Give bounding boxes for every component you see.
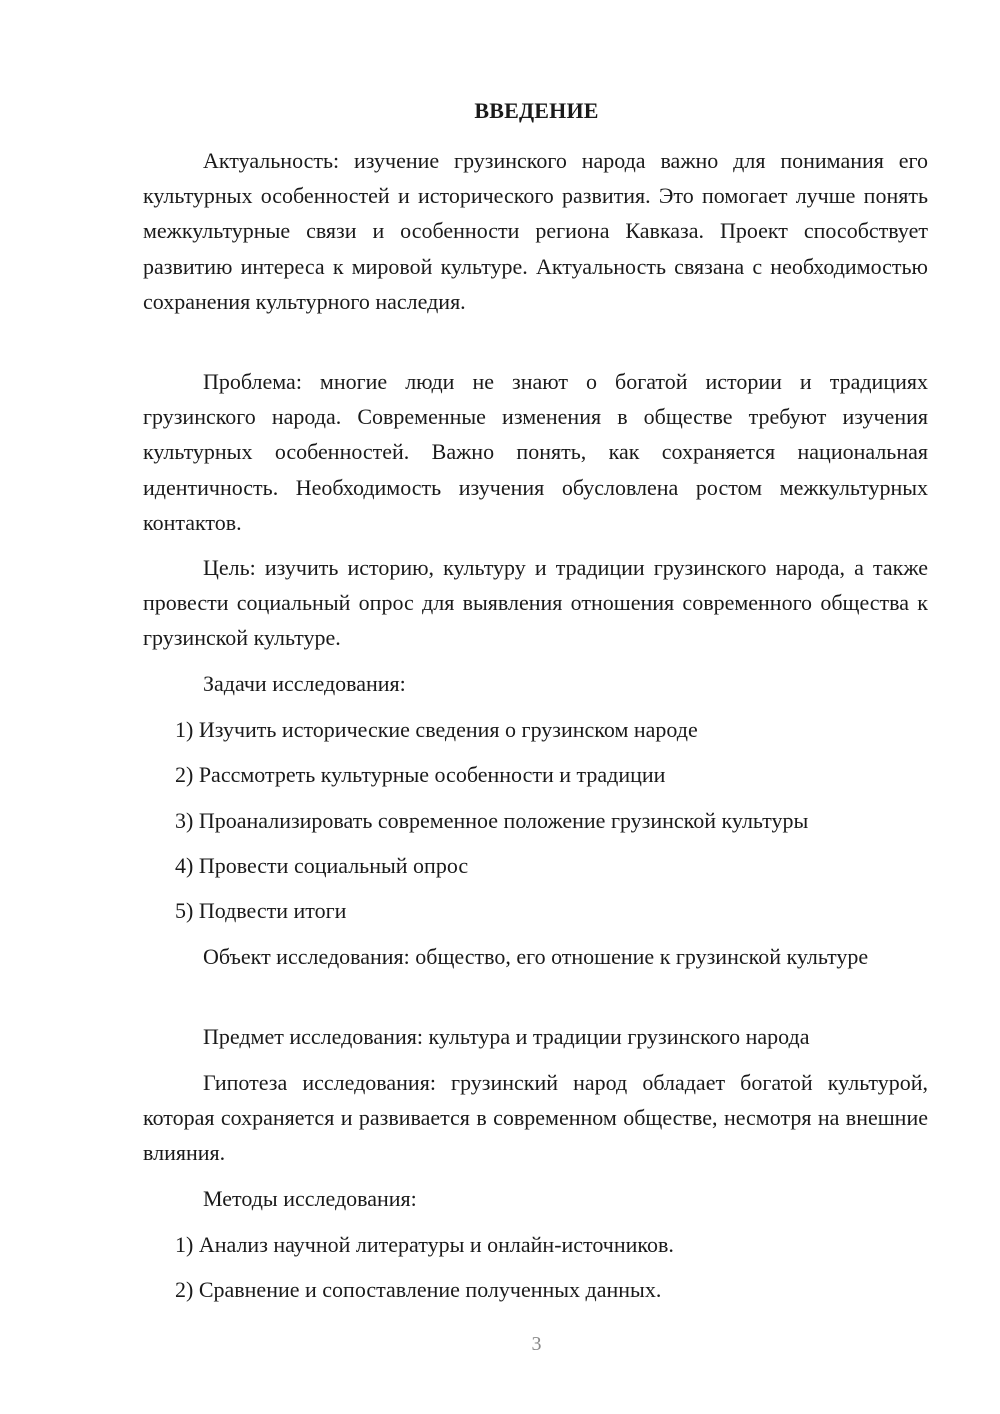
task-item-5: 5) Подвести итоги bbox=[175, 898, 347, 923]
page-title: ВВЕДЕНИЕ bbox=[474, 98, 599, 123]
method-item-2: 2) Сравнение и сопоставление полученных данных. bbox=[175, 1277, 662, 1302]
method-item-1: 1) Анализ научной литературы и онлайн-источников. bbox=[175, 1232, 674, 1257]
task-item-4: 4) Провести социальный опрос bbox=[175, 853, 469, 878]
goal-paragraph: Цель: изучить историю, культуру и традиции грузинского народа, а также провести социальный опрос для выявления отношения современного общества к грузинской культуре. bbox=[143, 555, 928, 651]
task-item-3: 3) Проанализировать современное положение грузинской культуры bbox=[175, 808, 809, 833]
object-paragraph: Объект исследования: общество, его отношение к грузинской культуре bbox=[203, 944, 869, 969]
tasks-heading: Задачи исследования: bbox=[203, 671, 406, 696]
task-item-1: 1) Изучить исторические сведения о грузинском народе bbox=[175, 717, 698, 742]
methods-heading: Методы исследования: bbox=[203, 1186, 417, 1211]
problem-paragraph: Проблема: многие люди не знают о богатой истории и традициях грузинского народа. Современные изменения в обществе требуют изучения культурных особенностей. Важно понять, как сохраняется национальная идентичность. Необходимость изучения обусловлена ростом межкультурных контактов. bbox=[143, 369, 928, 535]
task-item-2: 2) Рассмотреть культурные особенности и традиции bbox=[175, 762, 666, 787]
page-number: 3 bbox=[531, 1333, 542, 1355]
hypothesis-paragraph: Гипотеза исследования: грузинский народ обладает богатой культурой, которая сохраняется и развивается в современном обществе, несмотря на внешние влияния. bbox=[143, 1070, 928, 1166]
relevance-paragraph: Актуальность: изучение грузинского народа важно для понимания его культурных особенностей и исторического развития. Это помогает лучше понять межкультурные связи и особенности региона Кавказа. Проект способствует развитию интереса к мировой культуре. Актуальность связана с необходимостью сохранения культурного наследия. bbox=[143, 148, 928, 314]
subject-paragraph: Предмет исследования: культура и традиции грузинского народа bbox=[203, 1024, 810, 1049]
